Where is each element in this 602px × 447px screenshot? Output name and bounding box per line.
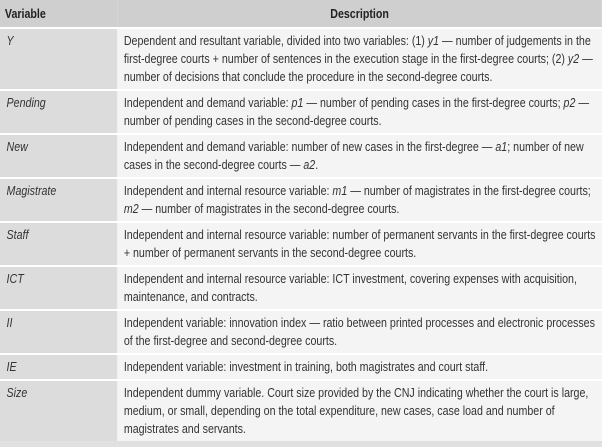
table-row bbox=[0, 354, 602, 380]
variable-symbol: m1 bbox=[332, 183, 348, 198]
description-text: Independent variable: innovation index — ratio between printed processes and electronic processes of the first-degree and second-degree courts. bbox=[123, 315, 595, 348]
variable-symbol: m2 bbox=[123, 201, 139, 216]
description-cell bbox=[117, 28, 602, 90]
description-text: Independent and demand variable: bbox=[123, 95, 292, 110]
table-row bbox=[0, 380, 602, 444]
description-cell bbox=[117, 354, 602, 380]
description-cell bbox=[117, 222, 602, 266]
description-cell bbox=[117, 310, 602, 354]
description-cell bbox=[117, 380, 602, 444]
variable-symbol: a1 bbox=[495, 139, 508, 154]
variable-cell: Y bbox=[0, 28, 117, 90]
description-text: Independent and internal resource variable: number of permanent servants in the first-degree courts + number of permanent servants in the second-degree courts. bbox=[123, 227, 596, 260]
variable-symbol: y2 bbox=[567, 51, 580, 66]
variable-symbol: a2 bbox=[303, 157, 316, 172]
table-row bbox=[0, 310, 602, 354]
description-text: Independent and demand variable: number of new cases in the first-degree — bbox=[123, 139, 496, 154]
description-text: — number of magistrates in the second-degree courts. bbox=[138, 201, 400, 216]
column-header-description: Description bbox=[117, 0, 602, 28]
variable-symbol: p2 bbox=[563, 95, 576, 110]
table-row bbox=[0, 134, 602, 178]
table-body bbox=[0, 28, 602, 444]
description-text: Dependent and resultant variable, divided into two variables: (1) bbox=[123, 33, 428, 48]
table-row bbox=[0, 222, 602, 266]
description-cell bbox=[117, 134, 602, 178]
description-text: — number of pending cases in the first-degree courts; bbox=[303, 95, 564, 110]
variable-cell: Size bbox=[0, 380, 117, 444]
variable-cell: Pending bbox=[0, 90, 117, 134]
description-text: — number of magistrates in the first-degree courts; bbox=[347, 183, 591, 198]
variable-cell: IE bbox=[0, 354, 117, 380]
description-cell bbox=[117, 178, 602, 222]
description-text: — number of judgements in the first-degree courts + number of sentences in the execution stage in the first-degree courts; (2) bbox=[123, 33, 591, 66]
variable-symbol: p1 bbox=[291, 95, 304, 110]
description-text: Independent variable: investment in training, both magistrates and court staff. bbox=[123, 359, 489, 374]
variable-cell: Staff bbox=[0, 222, 117, 266]
description-text: — number of pending cases in the second-degree courts. bbox=[123, 95, 590, 128]
description-cell bbox=[117, 90, 602, 134]
description-text: . bbox=[315, 157, 319, 172]
table-header-row bbox=[0, 0, 602, 28]
table-row bbox=[0, 178, 602, 222]
variable-cell: New bbox=[0, 134, 117, 178]
description-text: — number of decisions that conclude the procedure in the second-degree courts. bbox=[123, 51, 593, 84]
variable-cell: II bbox=[0, 310, 117, 354]
description-text: Independent dummy variable. Court size provided by the CNJ indicating whether the court is large, medium, or small, depending on the total expenditure, new cases, case load and number of magistrates and servants. bbox=[123, 385, 589, 436]
table-row bbox=[0, 28, 602, 90]
table-row bbox=[0, 266, 602, 310]
variable-cell: ICT bbox=[0, 266, 117, 310]
description-text: ; number of new cases in the second-degree courts — bbox=[123, 139, 584, 172]
table-row bbox=[0, 90, 602, 134]
variable-cell: Magistrate bbox=[0, 178, 117, 222]
column-header-variable: Variable bbox=[0, 0, 117, 28]
variable-symbol: y1 bbox=[427, 33, 440, 48]
description-text: Independent and internal resource variable: bbox=[123, 183, 333, 198]
description-text: Independent and internal resource variable: ICT investment, covering expenses with acquisition, maintenance, and contracts. bbox=[123, 271, 577, 304]
description-cell bbox=[117, 266, 602, 310]
